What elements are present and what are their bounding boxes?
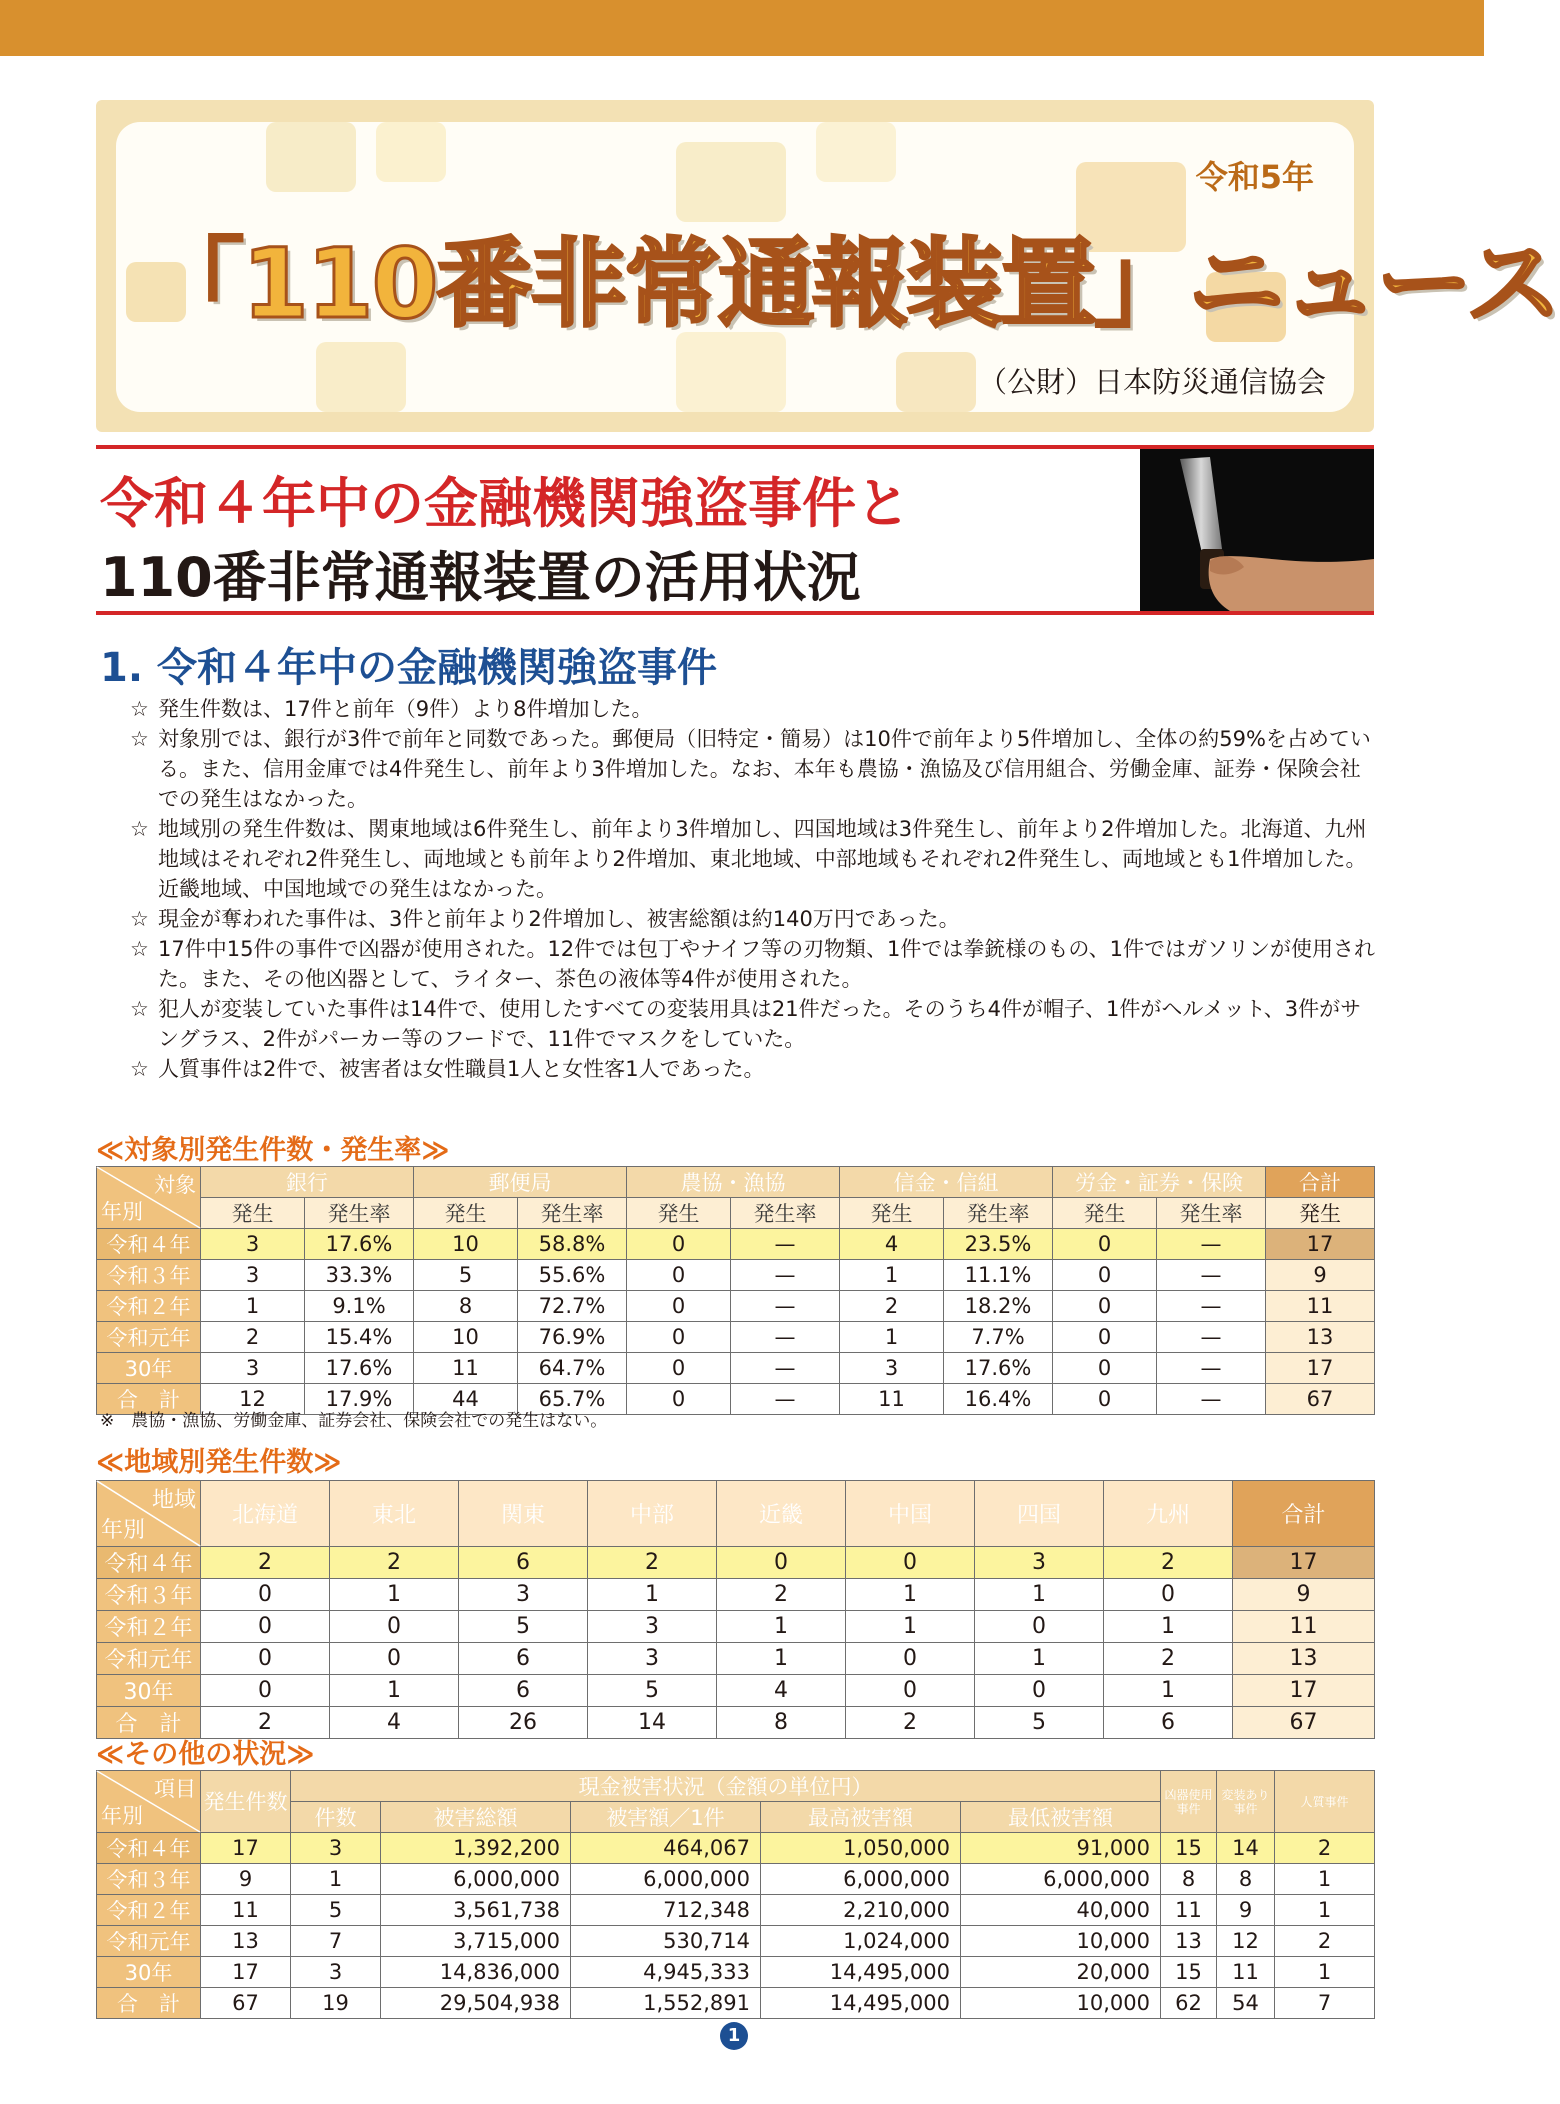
table-cell: 6,000,000 xyxy=(381,1864,571,1895)
table-cell: 8 xyxy=(1161,1864,1217,1895)
table-cell: 3 xyxy=(291,1833,381,1864)
sub-header: 発生率 xyxy=(944,1198,1053,1229)
region-header: 中部 xyxy=(588,1481,717,1547)
table-cell: 1 xyxy=(846,1611,975,1643)
sub-header: 発生率 xyxy=(731,1198,840,1229)
damage-sub-header: 被害額／1件 xyxy=(571,1802,761,1833)
sub-header: 発生 xyxy=(1266,1198,1375,1229)
table-row xyxy=(97,1895,1375,1926)
sub-header: 発生 xyxy=(414,1198,518,1229)
table-cell: — xyxy=(1157,1353,1266,1384)
table-cell: 58.8% xyxy=(518,1229,627,1260)
row-label: 合 計 xyxy=(97,1707,201,1739)
damage-sub-header: 最低被害額 xyxy=(961,1802,1161,1833)
table-cell: 0 xyxy=(1053,1260,1157,1291)
damage-sub-header: 最高被害額 xyxy=(761,1802,961,1833)
table2-header-row xyxy=(97,1481,1375,1547)
row-label: 令和３年 xyxy=(97,1260,201,1291)
table-cell: 530,714 xyxy=(571,1926,761,1957)
table-cell: 17 xyxy=(201,1833,291,1864)
table-row xyxy=(97,1547,1375,1579)
cash-damage-group-header: 現金被害状況（金額の単位円） xyxy=(291,1771,1161,1802)
table-cell: 5 xyxy=(459,1611,588,1643)
table-cell: 67 xyxy=(201,1988,291,2019)
table-cell: 17 xyxy=(1266,1353,1375,1384)
table-cell: 5 xyxy=(291,1895,381,1926)
table-cell: 6,000,000 xyxy=(571,1864,761,1895)
weapon-header: 凶器使用事件 xyxy=(1161,1771,1217,1833)
table-cell: 0 xyxy=(1104,1579,1233,1611)
table-cell: 0 xyxy=(1053,1322,1157,1353)
table-cell: 54 xyxy=(1217,1988,1275,2019)
table-cell: 91,000 xyxy=(961,1833,1161,1864)
bullet-item: ☆ 発生件数は、17件と前年（9件）より8件増加した。 xyxy=(130,694,1376,724)
table-cell: 14,495,000 xyxy=(761,1957,961,1988)
table-cell: 2 xyxy=(846,1707,975,1739)
newsletter-banner xyxy=(96,100,1560,432)
table1-footnote: ※ 農協・漁協、労働金庫、証券会社、保険会社での発生はない。 xyxy=(100,1411,608,1431)
table-cell: — xyxy=(731,1260,840,1291)
table-row xyxy=(97,1988,1375,2019)
table-cell: 44 xyxy=(414,1384,518,1415)
table-cell: 29,504,938 xyxy=(381,1988,571,2019)
table-cell: 6,000,000 xyxy=(761,1864,961,1895)
table-cell: 4 xyxy=(717,1675,846,1707)
table-cell: 11 xyxy=(1233,1611,1375,1643)
newsletter-title: 「110番非常通報装置」ニュース xyxy=(148,228,1560,340)
star-icon: ☆ xyxy=(130,937,149,961)
count-header: 発生件数 xyxy=(201,1771,291,1833)
sub-header: 発生 xyxy=(201,1198,305,1229)
table-cell: — xyxy=(731,1291,840,1322)
star-icon: ☆ xyxy=(130,817,149,841)
table-cell: 5 xyxy=(588,1675,717,1707)
table-cell: — xyxy=(1157,1229,1266,1260)
table-cell: 2 xyxy=(201,1322,305,1353)
table-row xyxy=(97,1260,1375,1291)
table-cell: 9 xyxy=(1266,1260,1375,1291)
table-cell: 2 xyxy=(1275,1926,1375,1957)
table-cell: 13 xyxy=(1161,1926,1217,1957)
summary-bullet-list xyxy=(130,694,1376,1084)
table-row xyxy=(97,1353,1375,1384)
table-cell: — xyxy=(1157,1291,1266,1322)
row-label: 令和３年 xyxy=(97,1864,201,1895)
table-row xyxy=(97,1957,1375,1988)
table-cell: 0 xyxy=(627,1291,731,1322)
table-cell: 23.5% xyxy=(944,1229,1053,1260)
table-cell: 11 xyxy=(1161,1895,1217,1926)
row-label: 令和４年 xyxy=(97,1229,201,1260)
sub-header: 発生 xyxy=(840,1198,944,1229)
table-cell: 2 xyxy=(717,1579,846,1611)
table-row xyxy=(97,1926,1375,1957)
group-header: 農協・漁協 xyxy=(627,1167,840,1198)
table-cell: 0 xyxy=(201,1611,330,1643)
table-cell: 10 xyxy=(414,1229,518,1260)
table-cell: 1 xyxy=(840,1260,944,1291)
other-status-table xyxy=(96,1770,1375,2019)
table-cell: 10 xyxy=(414,1322,518,1353)
knife-illustration xyxy=(1140,449,1374,611)
table-cell: 2 xyxy=(330,1547,459,1579)
hostage-header: 人質事件 xyxy=(1275,1771,1375,1833)
table-cell: 67 xyxy=(1266,1384,1375,1415)
table-cell: 11 xyxy=(1217,1957,1275,1988)
table-cell: 8 xyxy=(717,1707,846,1739)
headline-line-2: 110番非常通報装置の活用状況 xyxy=(100,546,861,609)
table-cell: 0 xyxy=(201,1643,330,1675)
table-cell: 1 xyxy=(330,1675,459,1707)
knife-photo xyxy=(1140,449,1374,611)
table-cell: 2 xyxy=(840,1291,944,1322)
table-row xyxy=(97,1579,1375,1611)
table-cell: 14,495,000 xyxy=(761,1988,961,2019)
table-cell: 0 xyxy=(975,1675,1104,1707)
table-cell: 13 xyxy=(1266,1322,1375,1353)
era-label: 令和5年 xyxy=(1195,158,1314,196)
table-cell: — xyxy=(731,1384,840,1415)
table-cell: 0 xyxy=(627,1229,731,1260)
table-cell: 9 xyxy=(201,1864,291,1895)
table-cell: 1 xyxy=(717,1611,846,1643)
table-cell: 11 xyxy=(414,1353,518,1384)
table-cell: 17.6% xyxy=(305,1353,414,1384)
table-cell: 6 xyxy=(1104,1707,1233,1739)
table-cell: 7 xyxy=(291,1926,381,1957)
table-cell: — xyxy=(731,1353,840,1384)
table1-body xyxy=(97,1229,1375,1415)
incidents-by-region-table xyxy=(96,1480,1375,1739)
table-cell: 11 xyxy=(1266,1291,1375,1322)
row-label: 令和２年 xyxy=(97,1291,201,1322)
table-cell: 11 xyxy=(201,1895,291,1926)
group-header: 合計 xyxy=(1266,1167,1375,1198)
table-cell: 9 xyxy=(1233,1579,1375,1611)
decor-square xyxy=(376,122,446,182)
star-icon: ☆ xyxy=(130,997,149,1021)
table-cell: 1,024,000 xyxy=(761,1926,961,1957)
decor-square xyxy=(266,122,356,192)
table-cell: 6 xyxy=(459,1547,588,1579)
table-cell: 3 xyxy=(201,1353,305,1384)
table-cell: 3 xyxy=(975,1547,1104,1579)
table-cell: — xyxy=(1157,1384,1266,1415)
table-cell: 64.7% xyxy=(518,1353,627,1384)
table-row xyxy=(97,1291,1375,1322)
table-cell: 7.7% xyxy=(944,1322,1053,1353)
table-cell: 3 xyxy=(201,1229,305,1260)
row-label: 令和元年 xyxy=(97,1926,201,1957)
table-cell: 3 xyxy=(291,1957,381,1988)
table-cell: 6,000,000 xyxy=(961,1864,1161,1895)
table-cell: 3 xyxy=(459,1579,588,1611)
table-cell: 67 xyxy=(1233,1707,1375,1739)
table-cell: 1 xyxy=(846,1579,975,1611)
region-header: 関東 xyxy=(459,1481,588,1547)
publisher-name: （公財）日本防災通信協会 xyxy=(977,365,1326,399)
banner-panel xyxy=(116,122,1560,412)
page-number: 1 xyxy=(720,2022,748,2050)
row-label: 令和２年 xyxy=(97,1611,201,1643)
table-cell: 0 xyxy=(1053,1384,1157,1415)
table-cell: 16.4% xyxy=(944,1384,1053,1415)
table-cell: 2 xyxy=(201,1547,330,1579)
table2-body xyxy=(97,1547,1375,1739)
row-label: 令和元年 xyxy=(97,1322,201,1353)
table-cell: 1 xyxy=(1275,1864,1375,1895)
row-label: 30年 xyxy=(97,1957,201,1988)
table-cell: 1 xyxy=(201,1291,305,1322)
star-icon: ☆ xyxy=(130,1057,149,1081)
table-cell: 2,210,000 xyxy=(761,1895,961,1926)
table-cell: 2 xyxy=(1104,1643,1233,1675)
table-cell: 72.7% xyxy=(518,1291,627,1322)
top-color-band xyxy=(0,0,1484,56)
table-cell: 6 xyxy=(459,1675,588,1707)
table-cell: 17.6% xyxy=(305,1229,414,1260)
table-cell: 13 xyxy=(201,1926,291,1957)
table2-corner-header: 地域 年別 xyxy=(97,1481,201,1547)
section-heading: 1. 令和４年中の金融機関強盗事件 xyxy=(100,645,717,691)
table-cell: 15 xyxy=(1161,1957,1217,1988)
table-cell: 2 xyxy=(201,1707,330,1739)
sub-header: 発生率 xyxy=(1157,1198,1266,1229)
decor-square xyxy=(316,342,406,412)
bullet-item: ☆ 現金が奪われた事件は、3件と前年より2件増加し、被害総額は約140万円であった。 xyxy=(130,904,1376,934)
table-cell: 1 xyxy=(330,1579,459,1611)
region-header: 中国 xyxy=(846,1481,975,1547)
table-cell: 2 xyxy=(1275,1833,1375,1864)
table1-subheader-row xyxy=(97,1198,1375,1229)
table-cell: 3,561,738 xyxy=(381,1895,571,1926)
table-cell: 3 xyxy=(840,1353,944,1384)
table-cell: 0 xyxy=(846,1643,975,1675)
sub-header: 発生 xyxy=(1053,1198,1157,1229)
table-cell: 17 xyxy=(201,1957,291,1988)
table-row xyxy=(97,1643,1375,1675)
bullet-item: ☆ 対象別では、銀行が3件で前年と同数であった。郵便局（旧特定・簡易）は10件で前年より5件増加し、全体の約59%を占めている。また、信用金庫では4件発生し、前年より3件増加した。なお、本年も農協・漁協及び信用組合、労働金庫、証券・保険会社での発生はなかった。 xyxy=(130,724,1376,814)
table1-corner-header: 対象 年別 xyxy=(97,1167,201,1229)
table-cell: 9 xyxy=(1217,1895,1275,1926)
sub-header: 発生率 xyxy=(305,1198,414,1229)
table-cell: 0 xyxy=(1053,1353,1157,1384)
table-cell: 1,050,000 xyxy=(761,1833,961,1864)
table-cell: 8 xyxy=(1217,1864,1275,1895)
table-cell: 0 xyxy=(201,1675,330,1707)
table-cell: 0 xyxy=(846,1547,975,1579)
table1-caption: ≪対象別発生件数・発生率≫ xyxy=(96,1135,450,1166)
table-cell: 14 xyxy=(1217,1833,1275,1864)
table-cell: 40,000 xyxy=(961,1895,1161,1926)
table-cell: 5 xyxy=(414,1260,518,1291)
table-row xyxy=(97,1675,1375,1707)
table-cell: 0 xyxy=(627,1322,731,1353)
table-cell: 6 xyxy=(459,1643,588,1675)
sub-header: 発生 xyxy=(627,1198,731,1229)
table3-body xyxy=(97,1833,1375,2019)
table-cell: — xyxy=(731,1322,840,1353)
table-cell: 1 xyxy=(1275,1957,1375,1988)
table-cell: 4 xyxy=(330,1707,459,1739)
table-cell: 1 xyxy=(1275,1895,1375,1926)
table-row xyxy=(97,1611,1375,1643)
table-cell: 0 xyxy=(627,1353,731,1384)
table-cell: 3,715,000 xyxy=(381,1926,571,1957)
table-cell: 1 xyxy=(840,1322,944,1353)
table-cell: 13 xyxy=(1233,1643,1375,1675)
group-header: 銀行 xyxy=(201,1167,414,1198)
bullet-item: ☆ 17件中15件の事件で凶器が使用された。12件では包丁やナイフ等の刃物類、1件では拳銃様のもの、1件ではガソリンが使用された。また、その他凶器として、ライター、茶色の液体等4件が使用された。 xyxy=(130,934,1376,994)
group-header: 信金・信組 xyxy=(840,1167,1053,1198)
table-cell: 14,836,000 xyxy=(381,1957,571,1988)
table-cell: 3 xyxy=(588,1643,717,1675)
table-cell: 0 xyxy=(330,1643,459,1675)
row-label: 令和３年 xyxy=(97,1579,201,1611)
table-cell: 7 xyxy=(1275,1988,1375,2019)
decor-square xyxy=(896,352,976,412)
table-cell: 20,000 xyxy=(961,1957,1161,1988)
table-cell: 17 xyxy=(1266,1229,1375,1260)
table-cell: 1 xyxy=(291,1864,381,1895)
table-cell: 15.4% xyxy=(305,1322,414,1353)
table-cell: 0 xyxy=(627,1260,731,1291)
table2-caption: ≪地域別発生件数≫ xyxy=(96,1447,342,1478)
region-header: 北海道 xyxy=(201,1481,330,1547)
table-cell: 17 xyxy=(1233,1547,1375,1579)
table-cell: 0 xyxy=(330,1611,459,1643)
row-label: 令和４年 xyxy=(97,1547,201,1579)
table-cell: 9.1% xyxy=(305,1291,414,1322)
table-cell: — xyxy=(1157,1322,1266,1353)
table-cell: 2 xyxy=(1104,1547,1233,1579)
row-label: 令和２年 xyxy=(97,1895,201,1926)
table-cell: 0 xyxy=(975,1611,1104,1643)
table-cell: 0 xyxy=(717,1547,846,1579)
table-cell: 4 xyxy=(840,1229,944,1260)
damage-sub-header: 被害総額 xyxy=(381,1802,571,1833)
region-header: 九州 xyxy=(1104,1481,1233,1547)
table-cell: 11.1% xyxy=(944,1260,1053,1291)
table-cell: 12 xyxy=(1217,1926,1275,1957)
table-cell: 19 xyxy=(291,1988,381,2019)
bullet-item: ☆ 人質事件は2件で、被害者は女性職員1人と女性客1人であった。 xyxy=(130,1054,1376,1084)
table-cell: 0 xyxy=(1053,1291,1157,1322)
damage-sub-header: 件数 xyxy=(291,1802,381,1833)
region-header: 合計 xyxy=(1233,1481,1375,1547)
table3-corner-header: 項目 年別 xyxy=(97,1771,201,1833)
table-cell: 3 xyxy=(201,1260,305,1291)
incidents-by-target-table xyxy=(96,1166,1375,1415)
table-cell: 33.3% xyxy=(305,1260,414,1291)
region-header: 近畿 xyxy=(717,1481,846,1547)
headline-rule-bottom xyxy=(96,611,1374,615)
table-cell: 26 xyxy=(459,1707,588,1739)
table-cell: 65.7% xyxy=(518,1384,627,1415)
row-label: 30年 xyxy=(97,1675,201,1707)
table-cell: 2 xyxy=(588,1547,717,1579)
table-row xyxy=(97,1322,1375,1353)
bullet-item: ☆ 地域別の発生件数は、関東地域は6件発生し、前年より3件増加し、四国地域は3件発生し、前年より2件増加した。北海道、九州地域はそれぞれ2件発生し、両地域とも前年より2件増加、東北地域、中部地域もそれぞれ2件発生し、両地域とも1件増加した。近畿地域、中国地域での発生はなかった。 xyxy=(130,814,1376,904)
sub-header: 発生率 xyxy=(518,1198,627,1229)
article-headline xyxy=(96,445,1374,615)
table-cell: 17.6% xyxy=(944,1353,1053,1384)
table3-caption: ≪その他の状況≫ xyxy=(96,1739,315,1770)
table-cell: 1 xyxy=(588,1579,717,1611)
region-header: 四国 xyxy=(975,1481,1104,1547)
group-header: 労金・証券・保険 xyxy=(1053,1167,1266,1198)
table-cell: 0 xyxy=(201,1579,330,1611)
table-cell: 14 xyxy=(588,1707,717,1739)
table-cell: 1 xyxy=(975,1579,1104,1611)
table-cell: 12 xyxy=(201,1384,305,1415)
table-cell: 17.9% xyxy=(305,1384,414,1415)
table-cell: 0 xyxy=(846,1675,975,1707)
decor-square xyxy=(816,122,896,182)
table-cell: 0 xyxy=(1053,1229,1157,1260)
table-cell: 1 xyxy=(975,1643,1104,1675)
row-label: 合 計 xyxy=(97,1988,201,2019)
row-label: 令和４年 xyxy=(97,1833,201,1864)
row-label: 30年 xyxy=(97,1353,201,1384)
table-cell: 76.9% xyxy=(518,1322,627,1353)
disguise-header: 変装あり事件 xyxy=(1217,1771,1275,1833)
table-cell: 4,945,333 xyxy=(571,1957,761,1988)
table-cell: 1 xyxy=(1104,1675,1233,1707)
table-row xyxy=(97,1833,1375,1864)
region-header: 東北 xyxy=(330,1481,459,1547)
table-cell: 55.6% xyxy=(518,1260,627,1291)
table-cell: 62 xyxy=(1161,1988,1217,2019)
table-cell: 464,067 xyxy=(571,1833,761,1864)
star-icon: ☆ xyxy=(130,697,149,721)
star-icon: ☆ xyxy=(130,727,149,751)
table-row xyxy=(97,1229,1375,1260)
star-icon: ☆ xyxy=(130,907,149,931)
table-cell: — xyxy=(731,1229,840,1260)
table-cell: 17 xyxy=(1233,1675,1375,1707)
table-cell: 1,552,891 xyxy=(571,1988,761,2019)
table-cell: — xyxy=(1157,1260,1266,1291)
bullet-item: ☆ 犯人が変装していた事件は14件で、使用したすべての変装用具は21件だった。そのうち4件が帽子、1件がヘルメット、3件がサングラス、2件がパーカー等のフードで、11件でマスクをしていた。 xyxy=(130,994,1376,1054)
table-cell: 712,348 xyxy=(571,1895,761,1926)
table-cell: 1 xyxy=(717,1643,846,1675)
table-cell: 1,392,200 xyxy=(381,1833,571,1864)
row-label: 令和元年 xyxy=(97,1643,201,1675)
table-cell: 0 xyxy=(627,1384,731,1415)
table-cell: 8 xyxy=(414,1291,518,1322)
table-cell: 5 xyxy=(975,1707,1104,1739)
table-cell: 1 xyxy=(1104,1611,1233,1643)
row-label: 合 計 xyxy=(97,1384,201,1415)
headline-line-1: 令和４年中の金融機関強盗事件と xyxy=(100,472,910,535)
group-header: 郵便局 xyxy=(414,1167,627,1198)
table-cell: 15 xyxy=(1161,1833,1217,1864)
table-row xyxy=(97,1864,1375,1895)
table-cell: 10,000 xyxy=(961,1988,1161,2019)
table-cell: 3 xyxy=(588,1611,717,1643)
table-cell: 10,000 xyxy=(961,1926,1161,1957)
table-cell: 11 xyxy=(840,1384,944,1415)
table-cell: 18.2% xyxy=(944,1291,1053,1322)
